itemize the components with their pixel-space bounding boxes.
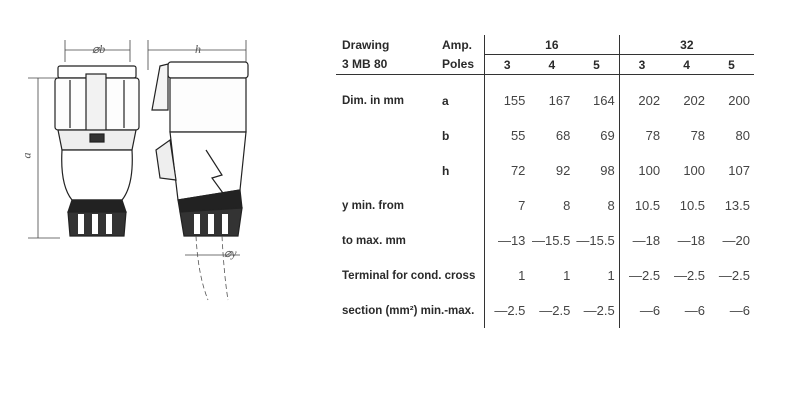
value-cell: 164 <box>593 93 615 108</box>
value-cell: —18 <box>677 233 706 248</box>
value-cell: —2.5 <box>485 293 530 328</box>
value-cell: —2.5 <box>673 268 706 283</box>
header-row-poles <box>336 55 754 75</box>
value-cell: —6 <box>619 293 664 328</box>
value-cell: 78 <box>690 128 706 143</box>
value-cell: 10.5 <box>619 188 664 223</box>
value-cell: 78 <box>619 118 664 153</box>
value-cell: —6 <box>729 303 750 318</box>
pole-cell: 3 <box>619 55 664 75</box>
pole-cell: 3 <box>485 55 530 75</box>
dim-y-label: ⌀y <box>224 246 237 260</box>
row-sub <box>442 223 485 258</box>
amp-16-header: 16 <box>485 35 620 55</box>
dim-h-label: h <box>195 42 201 56</box>
row-label <box>336 118 442 153</box>
value-cell: 55 <box>485 118 530 153</box>
value-cell: 68 <box>555 128 571 143</box>
value-cell: 98 <box>600 163 615 178</box>
value-cell: 100 <box>619 153 664 188</box>
table-row <box>336 153 754 188</box>
pole-cell: 5 <box>709 55 754 75</box>
value-cell: —20 <box>722 233 750 248</box>
row-label: to max. mm <box>342 234 406 247</box>
value-cell: 92 <box>555 163 571 178</box>
table-row <box>336 118 754 153</box>
row-sub <box>442 188 485 223</box>
value-cell: —15.5 <box>532 233 571 248</box>
value-cell: 200 <box>728 93 750 108</box>
value-cell: 107 <box>728 163 750 178</box>
value-cell: 202 <box>683 93 706 108</box>
pole-cell: 4 <box>664 55 709 75</box>
row-sub: b <box>442 128 450 143</box>
value-cell: 7 <box>485 188 530 223</box>
table-row <box>336 223 754 258</box>
value-cell: —2.5 <box>619 258 664 293</box>
value-cell: —2.5 <box>583 303 615 318</box>
row-sub: a <box>442 93 449 108</box>
row-label: Terminal for cond. cross <box>342 269 476 282</box>
value-cell: 202 <box>619 75 664 119</box>
value-cell: 13.5 <box>724 198 750 213</box>
value-cell: 80 <box>735 128 750 143</box>
row-label: y min. from <box>342 199 404 212</box>
dim-b-label: ⌀b <box>92 42 106 56</box>
value-cell: —15.5 <box>576 233 615 248</box>
header-row-amp <box>336 35 754 55</box>
row-label: section (mm²) min.-max. <box>342 304 475 317</box>
value-cell: —2.5 <box>539 303 571 318</box>
connector-drawing-svg <box>0 0 330 417</box>
value-cell: —6 <box>684 303 706 318</box>
value-cell: 155 <box>485 75 530 119</box>
amp-header: Amp. <box>442 37 472 52</box>
spec-table <box>336 35 754 328</box>
value-cell: 1 <box>607 268 615 283</box>
table-row <box>336 293 754 328</box>
pole-cell: 4 <box>529 55 574 75</box>
model-header: 3 MB 80 <box>336 55 442 75</box>
value-cell: —13 <box>485 223 530 258</box>
amp-32-header: 32 <box>619 35 754 55</box>
pole-cell: 5 <box>574 55 619 75</box>
value-cell: 167 <box>548 93 571 108</box>
row-label <box>336 153 442 188</box>
value-cell: —2.5 <box>718 268 750 283</box>
table-row <box>336 188 754 223</box>
table-row <box>336 75 754 119</box>
value-cell: 1 <box>563 268 571 283</box>
dim-a-label: a <box>19 152 34 159</box>
poles-header: Poles <box>442 55 485 75</box>
value-cell: 69 <box>600 128 615 143</box>
technical-drawing <box>0 0 330 417</box>
value-cell: 72 <box>485 153 530 188</box>
drawing-header: Drawing <box>342 37 390 52</box>
value-cell: 1 <box>485 258 530 293</box>
value-cell: 8 <box>563 198 571 213</box>
row-sub: h <box>442 163 450 178</box>
value-cell: —18 <box>619 223 664 258</box>
table-row <box>336 258 754 293</box>
row-label: Dim. in mm <box>342 94 404 107</box>
value-cell: 100 <box>683 163 706 178</box>
value-cell: 8 <box>607 198 615 213</box>
value-cell: 10.5 <box>679 198 706 213</box>
